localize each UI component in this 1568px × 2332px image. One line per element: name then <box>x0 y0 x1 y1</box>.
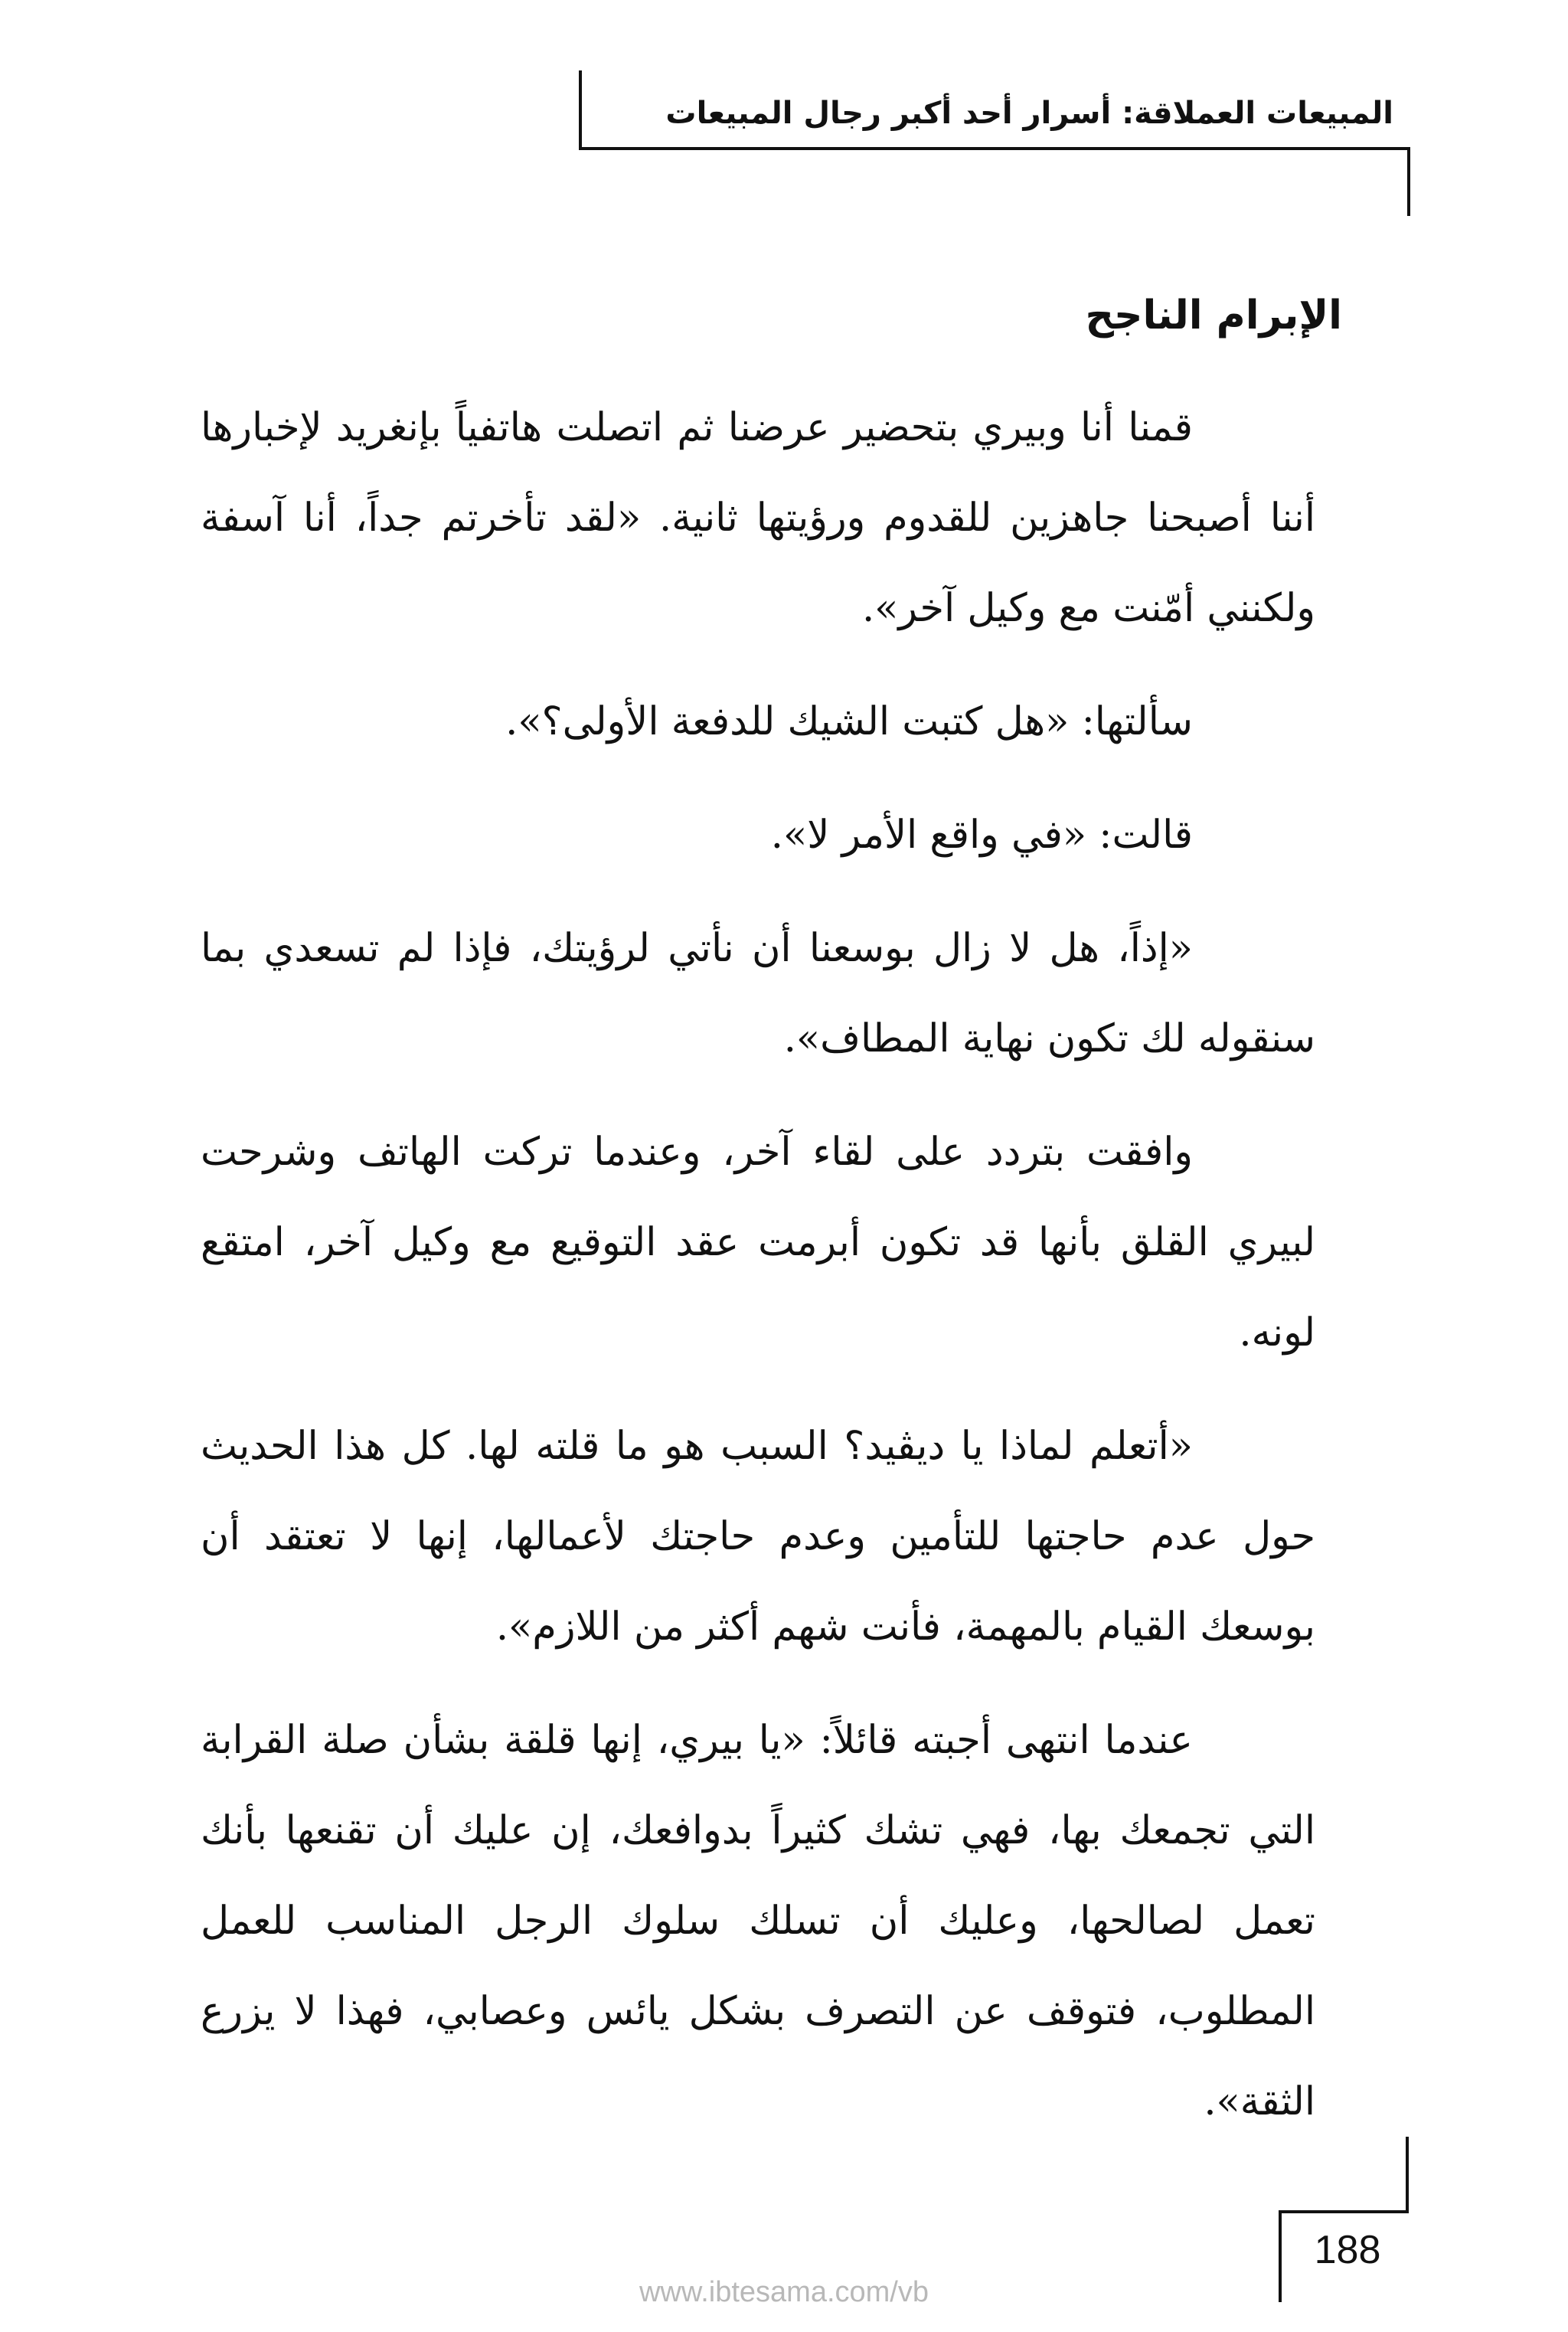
page-number: 188 <box>1314 2228 1381 2272</box>
header-rule-right <box>1407 147 1410 216</box>
body-text <box>201 383 1315 2170</box>
header-rule-bottom <box>579 147 1410 150</box>
paragraph-7: عندما انتهى أجبته قائلاً: «يا بيري، إنها قلقة بشأن صلة القرابة التي تجمعك بها، فهي تشك كثيراً بدوافعك، إن عليك أن تقنعها بأنك تعمل لصالحها، وعليك أن تسلك سلوك الرجل المناسب للعمل المطلوب، فتوقف عن التصرف بشكل يائس وعصابي، فهذا لا يزرع الثقة». <box>201 1718 1315 2124</box>
watermark-url: www.ibtesama.com/vb <box>639 2276 929 2308</box>
header-rule-left <box>579 70 582 150</box>
page-number-rule-horizontal <box>1279 2210 1409 2213</box>
paragraph-5: وافقت بتردد على لقاء آخر، وعندما تركت الهاتف وشرحت لبيري القلق بأنها قد تكون أبرمت عقد التوقيع مع وكيل آخر، امتقع لونه. <box>201 1130 1315 1356</box>
page-number-rule-top <box>1406 2137 1409 2213</box>
paragraph-6: «أتعلم لماذا يا ديڤيد؟ السبب هو ما قلته لها. كل هذا الحديث حول عدم حاجتها للتأمين وعدم حاجتك لأعمالها، إنها لا تعتقد أن بوسعك القيام بالمهمة، فأنت شهم أكثر من اللازم». <box>201 1424 1315 1650</box>
running-head: المبيعات العملاقة: أسرار أحد أكبر رجال المبيعات <box>665 96 1393 131</box>
paragraph-1: قمنا أنا وبيري بتحضير عرضنا ثم اتصلت هاتفياً بإنغريد لإخبارها أننا أصبحنا جاهزين للقدوم ورؤيتها ثانية. «لقد تأخرتم جداً، أنا آسفة ولكنني أمّنت مع وكيل آخر». <box>201 405 1315 631</box>
paragraph-3: قالت: «في واقع الأمر لا». <box>770 813 1193 858</box>
paragraph-4: «إذاً، هل لا زال بوسعنا أن نأتي لرؤيتك، فإذا لم تسعدي بما سنقوله لك تكون نهاية المطاف». <box>201 926 1315 1061</box>
paragraph-2: سألتها: «هل كتبت الشيك للدفعة الأولى؟». <box>505 699 1193 744</box>
section-title: الإبرام الناجح <box>1085 293 1342 339</box>
